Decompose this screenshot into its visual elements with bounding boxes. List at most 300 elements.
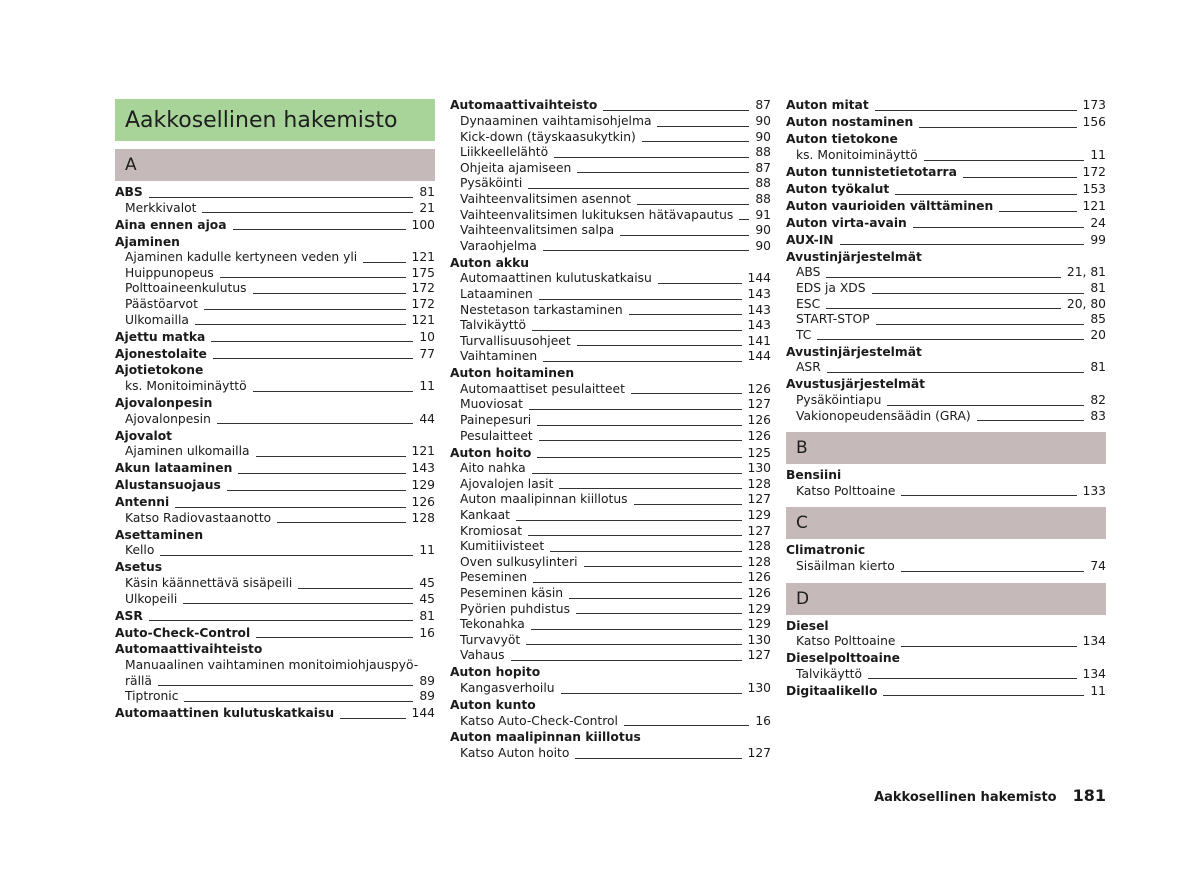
index-subentry[interactable] xyxy=(115,412,435,428)
index-subentry[interactable] xyxy=(115,266,435,282)
index-heading[interactable] xyxy=(786,684,1106,700)
index-subentry[interactable] xyxy=(450,617,771,633)
index-subentry[interactable] xyxy=(450,318,771,334)
index-subentry[interactable] xyxy=(450,539,771,555)
entry-label: Avustusjärjestelmät xyxy=(786,377,925,392)
entry-page-number: 129 xyxy=(411,478,435,493)
leader-line xyxy=(256,456,406,457)
entry-page-number: 88 xyxy=(755,145,771,160)
entry-label: Auton maalipinnan kiillotus xyxy=(460,492,628,507)
entry-label: Muoviosat xyxy=(460,397,523,412)
leader-line xyxy=(528,535,741,536)
index-heading[interactable] xyxy=(786,182,1106,198)
entry-label: Ajaminen ulkomailla xyxy=(125,444,250,459)
index-heading[interactable] xyxy=(786,216,1106,232)
entry-page-number: 24 xyxy=(1090,215,1106,230)
index-heading[interactable] xyxy=(450,366,771,382)
entry-label: Huippunopeus xyxy=(125,265,214,280)
entry-label: Ulkopeili xyxy=(125,591,178,606)
leader-line xyxy=(213,358,413,359)
leader-line xyxy=(537,457,741,458)
leader-line xyxy=(569,598,741,599)
index-subentry[interactable] xyxy=(786,667,1106,683)
entry-label: Merkkivalot xyxy=(125,200,197,215)
leader-line xyxy=(977,420,1085,421)
index-heading[interactable] xyxy=(115,528,435,544)
index-heading[interactable] xyxy=(786,250,1106,266)
entry-page-number: 143 xyxy=(747,318,771,333)
index-subentry[interactable] xyxy=(450,397,771,413)
index-subentry[interactable] xyxy=(115,674,435,690)
leader-line xyxy=(529,409,742,410)
leader-line xyxy=(817,339,1084,340)
entry-label: Auton nostaminen xyxy=(786,115,914,130)
leader-line xyxy=(277,522,405,523)
index-subentry[interactable] xyxy=(786,328,1106,344)
entry-label: Auton työkalut xyxy=(786,181,890,196)
index-subentry[interactable] xyxy=(450,746,771,762)
index-heading[interactable] xyxy=(115,478,435,494)
entry-label: Climatronic xyxy=(786,543,866,558)
leader-line xyxy=(901,571,1085,572)
index-heading[interactable] xyxy=(786,377,1106,393)
entry-page-number: 128 xyxy=(411,510,435,525)
index-heading[interactable] xyxy=(115,218,435,234)
entry-page-number: 134 xyxy=(1082,666,1106,681)
leader-line xyxy=(887,405,1084,406)
leader-line xyxy=(195,324,406,325)
entry-label: Käsin käännettävä sisäpeili xyxy=(125,575,293,590)
entry-label: Ajettu matka xyxy=(115,329,206,344)
entry-label: Ajaminen xyxy=(115,234,180,249)
entry-label: Päästöarvot xyxy=(125,296,198,311)
index-subentry[interactable] xyxy=(450,602,771,618)
page-footer xyxy=(874,786,1106,805)
entry-label: Peseminen xyxy=(460,570,528,585)
entry-page-number: 121 xyxy=(1082,198,1106,213)
leader-line xyxy=(575,758,741,759)
entry-label: ABS xyxy=(115,185,143,199)
index-subentry[interactable] xyxy=(786,484,1106,500)
leader-line xyxy=(298,588,413,589)
entry-page-number: 127 xyxy=(747,523,771,538)
index-heading[interactable] xyxy=(786,199,1106,215)
index-heading[interactable] xyxy=(786,651,1106,667)
index-heading[interactable] xyxy=(786,345,1106,361)
index-subentry[interactable] xyxy=(450,413,771,429)
index-heading[interactable] xyxy=(786,233,1106,249)
entry-page-number: 121 xyxy=(411,312,435,327)
entry-label: Lataaminen xyxy=(460,286,533,301)
index-subentry[interactable] xyxy=(786,393,1106,409)
index-subentry[interactable] xyxy=(450,192,771,208)
entry-label: Pysäköinti xyxy=(460,176,523,191)
entry-label: Vaihteenvalitsimen asennot xyxy=(460,191,631,206)
entry-label: Ajotietokone xyxy=(115,363,204,378)
entry-label: Avustinjärjestelmät xyxy=(786,249,922,264)
index-heading[interactable] xyxy=(786,468,1106,484)
index-subentry[interactable] xyxy=(450,524,771,540)
index-subentry[interactable] xyxy=(115,379,435,395)
entry-page-number: 143 xyxy=(747,302,771,317)
index-heading[interactable] xyxy=(786,115,1106,131)
entry-page-number: 11 xyxy=(419,543,435,558)
index-subentry[interactable] xyxy=(450,681,771,697)
leader-line xyxy=(827,372,1085,373)
index-heading[interactable] xyxy=(786,165,1106,181)
entry-page-number: 156 xyxy=(1082,115,1106,130)
entry-label: Auton tunnistetietotarra xyxy=(786,164,957,179)
entry-label: Auton vaurioiden välttäminen xyxy=(786,198,994,213)
index-heading[interactable] xyxy=(115,235,435,251)
entry-page-number: 126 xyxy=(747,570,771,585)
entry-label: Asetus xyxy=(115,560,163,575)
entry-label: Kangasverhoilu xyxy=(460,680,555,695)
index-subentry[interactable] xyxy=(786,281,1106,297)
leader-line xyxy=(657,126,749,127)
index-column-3 xyxy=(786,97,1106,699)
leader-line xyxy=(253,391,414,392)
entry-page-number: 20 xyxy=(1090,327,1106,342)
entry-page-number: 20, 80 xyxy=(1066,296,1106,311)
entry-page-number: 11 xyxy=(1090,147,1106,162)
entry-label: Kello xyxy=(125,543,155,558)
entry-label: Vahaus xyxy=(460,648,505,663)
leader-line xyxy=(561,693,742,694)
index-subentry[interactable] xyxy=(450,461,771,477)
leader-line xyxy=(901,495,1076,496)
entry-label: Oven sulkusylinteri xyxy=(460,554,578,569)
leader-line xyxy=(872,293,1085,294)
index-subentry[interactable] xyxy=(115,281,435,297)
index-entry-continuation: Manuaalinen vaihtaminen monitoimiohjauspyö- xyxy=(125,658,419,673)
entry-label: Sisäilman kierto xyxy=(796,558,895,573)
entry-page-number: 126 xyxy=(747,585,771,600)
entry-label: EDS ja XDS xyxy=(796,281,866,296)
leader-line xyxy=(634,504,742,505)
leader-line xyxy=(528,188,749,189)
index-subentry[interactable] xyxy=(786,360,1106,376)
leader-line xyxy=(511,660,742,661)
leader-line xyxy=(913,227,1085,228)
entry-label: Ajovalojen lasit xyxy=(460,476,554,491)
entry-label: Aina ennen ajoa xyxy=(115,217,227,232)
entry-page-number: 90 xyxy=(755,129,771,144)
index-subentry[interactable] xyxy=(450,176,771,192)
entry-label: ks. Monitoiminäyttö xyxy=(796,147,918,162)
entry-label: Peseminen käsin xyxy=(460,585,564,600)
entry-page-number: 127 xyxy=(747,746,771,761)
index-heading[interactable] xyxy=(786,619,1106,635)
leader-line xyxy=(868,678,1077,679)
entry-label: Liikkeellelähtö xyxy=(460,145,549,160)
index-subentry[interactable] xyxy=(450,287,771,303)
page-number: 181 xyxy=(1072,786,1106,805)
entry-label: ESC xyxy=(796,296,821,311)
index-subentry[interactable] xyxy=(115,592,435,608)
index-subentry[interactable] xyxy=(786,297,1106,313)
leader-line xyxy=(184,701,413,702)
index-heading[interactable] xyxy=(115,609,435,625)
index-subentry[interactable] xyxy=(450,130,771,146)
index-heading[interactable] xyxy=(115,429,435,445)
index-subentry[interactable] xyxy=(786,265,1106,281)
leader-line xyxy=(149,197,414,198)
entry-label: Automaattivaihteisto xyxy=(115,642,263,657)
index-subentry[interactable] xyxy=(786,312,1106,328)
entry-page-number: 90 xyxy=(755,223,771,238)
leader-line xyxy=(895,194,1076,195)
entry-page-number: 90 xyxy=(755,238,771,253)
leader-line xyxy=(624,725,749,726)
entry-page-number: 133 xyxy=(1082,483,1106,498)
index-heading[interactable] xyxy=(115,363,435,379)
entry-page-number: 81 xyxy=(1090,281,1106,296)
entry-label: Tekonahka xyxy=(460,617,525,632)
entry-label: Ajovalot xyxy=(115,428,173,443)
index-heading[interactable] xyxy=(115,495,435,511)
entry-page-number: 74 xyxy=(1090,558,1106,573)
entry-page-number: 125 xyxy=(747,445,771,460)
index-heading[interactable] xyxy=(450,256,771,272)
entry-label: Asettaminen xyxy=(115,527,204,542)
entry-label: Ajonestolaite xyxy=(115,346,207,361)
index-title: Aakkosellinen hakemisto xyxy=(115,99,435,141)
index-subentry[interactable] xyxy=(115,250,435,266)
index-column-1 xyxy=(115,97,435,722)
entry-label: Auton mitat xyxy=(786,98,869,113)
leader-line xyxy=(526,644,741,645)
entry-page-number: 143 xyxy=(747,286,771,301)
leader-line xyxy=(559,488,741,489)
entry-page-number: 81 xyxy=(419,608,435,623)
entry-page-number: 16 xyxy=(755,713,771,728)
index-heading[interactable] xyxy=(115,642,435,658)
leader-line xyxy=(175,507,405,508)
entry-label: Katso Polttoaine xyxy=(796,483,896,498)
leader-line xyxy=(533,582,741,583)
index-subentry[interactable] xyxy=(786,148,1106,164)
entry-label: Pysäköintiapu xyxy=(796,392,882,407)
index-subentry[interactable] xyxy=(450,492,771,508)
entry-page-number: 128 xyxy=(747,554,771,569)
index-heading[interactable] xyxy=(786,132,1106,148)
index-subentry[interactable] xyxy=(450,145,771,161)
index-subentry[interactable] xyxy=(450,508,771,524)
leader-line xyxy=(637,204,749,205)
index-subentry[interactable] xyxy=(450,223,771,239)
entry-page-number: 126 xyxy=(411,495,435,510)
index-subentry[interactable] xyxy=(450,208,771,224)
leader-line xyxy=(577,345,742,346)
entry-label: Turvavyöt xyxy=(460,632,521,647)
index-heading[interactable] xyxy=(115,347,435,363)
index-heading[interactable] xyxy=(115,461,435,477)
entry-page-number: 88 xyxy=(755,191,771,206)
index-heading[interactable] xyxy=(450,98,771,114)
index-subentry[interactable] xyxy=(786,409,1106,425)
entry-label: Auton hoito xyxy=(450,445,532,460)
index-heading[interactable] xyxy=(115,706,435,722)
index-subentry[interactable] xyxy=(450,114,771,130)
index-heading[interactable] xyxy=(115,396,435,412)
entry-label: Avustinjärjestelmät xyxy=(786,344,922,359)
entry-page-number: 121 xyxy=(411,444,435,459)
leader-line xyxy=(919,127,1076,128)
leader-line xyxy=(532,473,742,474)
entry-page-number: 16 xyxy=(419,625,435,640)
entry-label: Talvikäyttö xyxy=(460,318,527,333)
index-subentry[interactable] xyxy=(115,201,435,217)
index-subentry[interactable] xyxy=(450,271,771,287)
index-heading[interactable] xyxy=(115,626,435,642)
leader-line xyxy=(516,520,742,521)
leader-line xyxy=(576,613,742,614)
entry-label: Ajovalonpesin xyxy=(125,411,211,426)
leader-line xyxy=(584,566,742,567)
entry-page-number: 144 xyxy=(411,706,435,721)
leader-line xyxy=(840,244,1085,245)
entry-label: Auton maalipinnan kiillotus xyxy=(450,730,641,745)
index-subentry[interactable] xyxy=(450,714,771,730)
index-heading[interactable] xyxy=(786,543,1106,559)
index-subentry[interactable] xyxy=(450,648,771,664)
entry-label: Talvikäyttö xyxy=(796,666,863,681)
entry-label: Varaohjelma xyxy=(460,238,537,253)
entry-page-number: 172 xyxy=(1082,164,1106,179)
entry-page-number: 175 xyxy=(411,265,435,280)
index-subentry[interactable] xyxy=(450,303,771,319)
entry-page-number: 143 xyxy=(411,461,435,476)
entry-page-number: 144 xyxy=(747,271,771,286)
leader-line xyxy=(211,341,413,342)
entry-label: Kankaat xyxy=(460,508,510,522)
entry-page-number: 128 xyxy=(747,539,771,554)
entry-label: ks. Monitoiminäyttö xyxy=(125,379,247,394)
entry-label: Automaattiset pesulaitteet xyxy=(460,381,625,396)
entry-page-number: 173 xyxy=(1082,98,1106,113)
leader-line xyxy=(238,473,405,474)
leader-line xyxy=(963,177,1077,178)
leader-line xyxy=(539,440,742,441)
index-subentry[interactable] xyxy=(450,161,771,177)
index-subentry[interactable] xyxy=(786,559,1106,575)
entry-label: Kumitiivisteet xyxy=(460,539,545,554)
entry-label: Aito nahka xyxy=(460,461,526,476)
entry-page-number: 121 xyxy=(411,250,435,265)
index-subentry[interactable] xyxy=(450,429,771,445)
leader-line xyxy=(253,293,406,294)
entry-label: Ulkomailla xyxy=(125,312,189,327)
index-heading[interactable] xyxy=(450,730,771,746)
entry-page-number: 128 xyxy=(747,476,771,491)
index-heading[interactable] xyxy=(115,560,435,576)
entry-page-number: 127 xyxy=(747,492,771,507)
index-heading[interactable] xyxy=(450,698,771,714)
entry-label: Auto-Check-Control xyxy=(115,625,251,640)
leader-line xyxy=(826,308,1061,309)
entry-label: START-STOP xyxy=(796,312,870,327)
entry-label: Automaattinen kulutuskatkaisu xyxy=(115,706,335,721)
leader-line xyxy=(826,277,1060,278)
entry-label: Ohjeita ajamiseen xyxy=(460,160,572,175)
index-heading[interactable] xyxy=(450,446,771,462)
leader-line xyxy=(531,629,742,630)
entry-page-number: 99 xyxy=(1090,232,1106,247)
entry-label: Katso Polttoaine xyxy=(796,634,896,649)
leader-line xyxy=(340,718,405,719)
index-subentry[interactable] xyxy=(450,586,771,602)
leader-line xyxy=(620,235,749,236)
section-letter-c: C xyxy=(786,507,1106,539)
entry-label: Katso Radiovastaanotto xyxy=(125,510,272,525)
index-subentry[interactable] xyxy=(450,334,771,350)
entry-label: TC xyxy=(796,327,812,342)
index-heading[interactable] xyxy=(115,330,435,346)
section-letter-b: B xyxy=(786,432,1106,464)
entry-page-number: 144 xyxy=(747,349,771,364)
entry-page-number: 81 xyxy=(1090,360,1106,375)
index-subentry[interactable] xyxy=(115,543,435,559)
entry-page-number: 130 xyxy=(747,632,771,647)
index-heading[interactable] xyxy=(450,665,771,681)
entry-label: Auton akku xyxy=(450,255,530,270)
entry-page-number: 100 xyxy=(411,217,435,232)
entry-label: Antenni xyxy=(115,495,170,510)
index-subentry[interactable] xyxy=(450,555,771,571)
index-subentry[interactable] xyxy=(450,239,771,255)
index-subentry[interactable] xyxy=(450,477,771,493)
index-subentry[interactable] xyxy=(115,297,435,313)
index-heading[interactable] xyxy=(115,185,435,201)
entry-page-number: 21 xyxy=(419,200,435,215)
entry-label: ASR xyxy=(115,608,143,623)
index-subentry[interactable] xyxy=(450,633,771,649)
leader-line xyxy=(217,423,413,424)
leader-line xyxy=(876,324,1085,325)
index-heading[interactable] xyxy=(786,98,1106,114)
entry-label: Auton virta-avain xyxy=(786,215,907,230)
index-subentry[interactable] xyxy=(450,349,771,365)
index-subentry[interactable] xyxy=(786,634,1106,650)
index-subentry[interactable] xyxy=(450,382,771,398)
entry-label: Pesulaitteet xyxy=(460,428,533,443)
entry-page-number: 11 xyxy=(419,379,435,394)
entry-label: Bensiini xyxy=(786,468,842,483)
entry-page-number: 88 xyxy=(755,176,771,191)
entry-page-number: 134 xyxy=(1082,634,1106,649)
index-subentry[interactable] xyxy=(115,511,435,527)
index-subentry[interactable] xyxy=(450,570,771,586)
entry-label: rällä xyxy=(125,673,152,688)
entry-page-number: 11 xyxy=(1090,683,1106,698)
entry-label: Ajovalonpesin xyxy=(115,396,213,411)
entry-label: Alustansuojaus xyxy=(115,478,221,493)
entry-page-number: 77 xyxy=(419,346,435,361)
entry-label: Polttoaineenkulutus xyxy=(125,281,247,296)
leader-line xyxy=(202,212,413,213)
index-subentry[interactable] xyxy=(115,313,435,329)
entry-label: Auton kunto xyxy=(450,697,536,712)
entry-label: Ajaminen kadulle kertyneen veden yli xyxy=(125,250,358,265)
entry-page-number: 45 xyxy=(419,575,435,590)
entry-label: Vaihtaminen xyxy=(460,349,538,364)
index-subentry[interactable] xyxy=(115,576,435,592)
index-subentry[interactable] xyxy=(115,444,435,460)
index-subentry[interactable] xyxy=(115,689,435,705)
entry-label: Painepesuri xyxy=(460,413,532,428)
entry-page-number: 45 xyxy=(419,591,435,606)
